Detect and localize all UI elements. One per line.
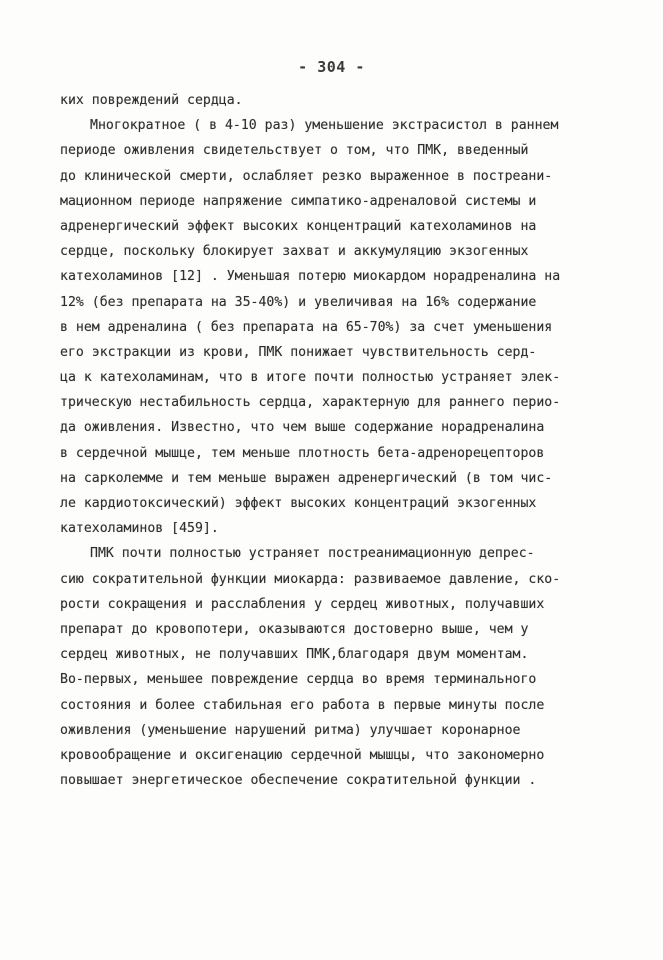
text-line: препарат до кровопотери, оказываются достоверно выше, чем у [60,621,529,637]
text-line: сию сократительной функции миокарда: развиваемое давление, ско- [60,571,561,587]
text-line: периоде оживления свидетельствует о том, что ПМК, введенный [60,143,529,159]
text-line: Во-первых, меньшее повреждение сердца во время терминального [60,672,537,688]
text-line: повышает энергетическое обеспечение сократительной функции . [60,773,537,789]
body-text [60,88,620,793]
text-line: да оживления. Известно, что чем выше содержание норадреналина [60,420,545,436]
text-line: кровообращение и оксигенацию сердечной мышцы, что закономерно [60,747,545,763]
text-line: ца к катехоламинам, что в итоге почти полностью устраняет элек- [60,370,561,386]
text-line: оживления (уменьшение нарушений ритма) улучшает коронарное [60,722,521,738]
text-line: трическую нестабильность сердца, характерную для раннего перио- [60,395,561,411]
text-line: в сердечной мышце, тем меньше плотность бета-адренорецепторов [60,445,545,461]
text-line: состояния и более стабильная его работа в первые минуты после [60,697,545,713]
text-line: адренергический эффект высоких концентраций катехоламинов на [60,218,537,234]
text-line: ПМК почти полностью устраняет постреанимационную депрес- [90,546,535,562]
text-line: катехоламинов [12] . Уменьшая потерю миокардом норадреналина на [60,269,561,285]
text-line: ких повреждений сердца. [60,93,243,108]
text-line: сердец животных, не получавших ПМК,благодаря двум моментам. [60,647,529,663]
text-line: мационном периоде напряжение симпатико-адреналовой системы и [60,193,537,209]
page-number: - 304 - [298,58,365,76]
text-line: сердце, поскольку блокирует захват и аккумуляцию экзогенных [60,244,529,260]
text-line: Многократное ( в 4-10 раз) уменьшение экстрасистол в раннем [90,118,559,134]
text-line: катехоламинов [459]. [60,521,219,537]
text-line: в нем адреналина ( без препарата на 65-70%) за счет уменьшения [60,319,553,335]
text-line: 12% (без препарата на 35-40%) и увеличивая на 16% содержание [60,294,537,310]
text-line: рости сокращения и расслабления у сердец животных, получавших [60,596,545,612]
text-line: на сарколемме и тем меньше выражен адренергический (в том чис- [60,470,553,486]
text-line: его экстракции из крови, ПМК понижает чувствительность серд- [60,344,537,360]
text-line: до клинической смерти, ослабляет резко выраженное в постреани- [60,168,553,184]
text-line: ле кардиотоксический) эффект высоких концентраций экзогенных [60,496,537,511]
